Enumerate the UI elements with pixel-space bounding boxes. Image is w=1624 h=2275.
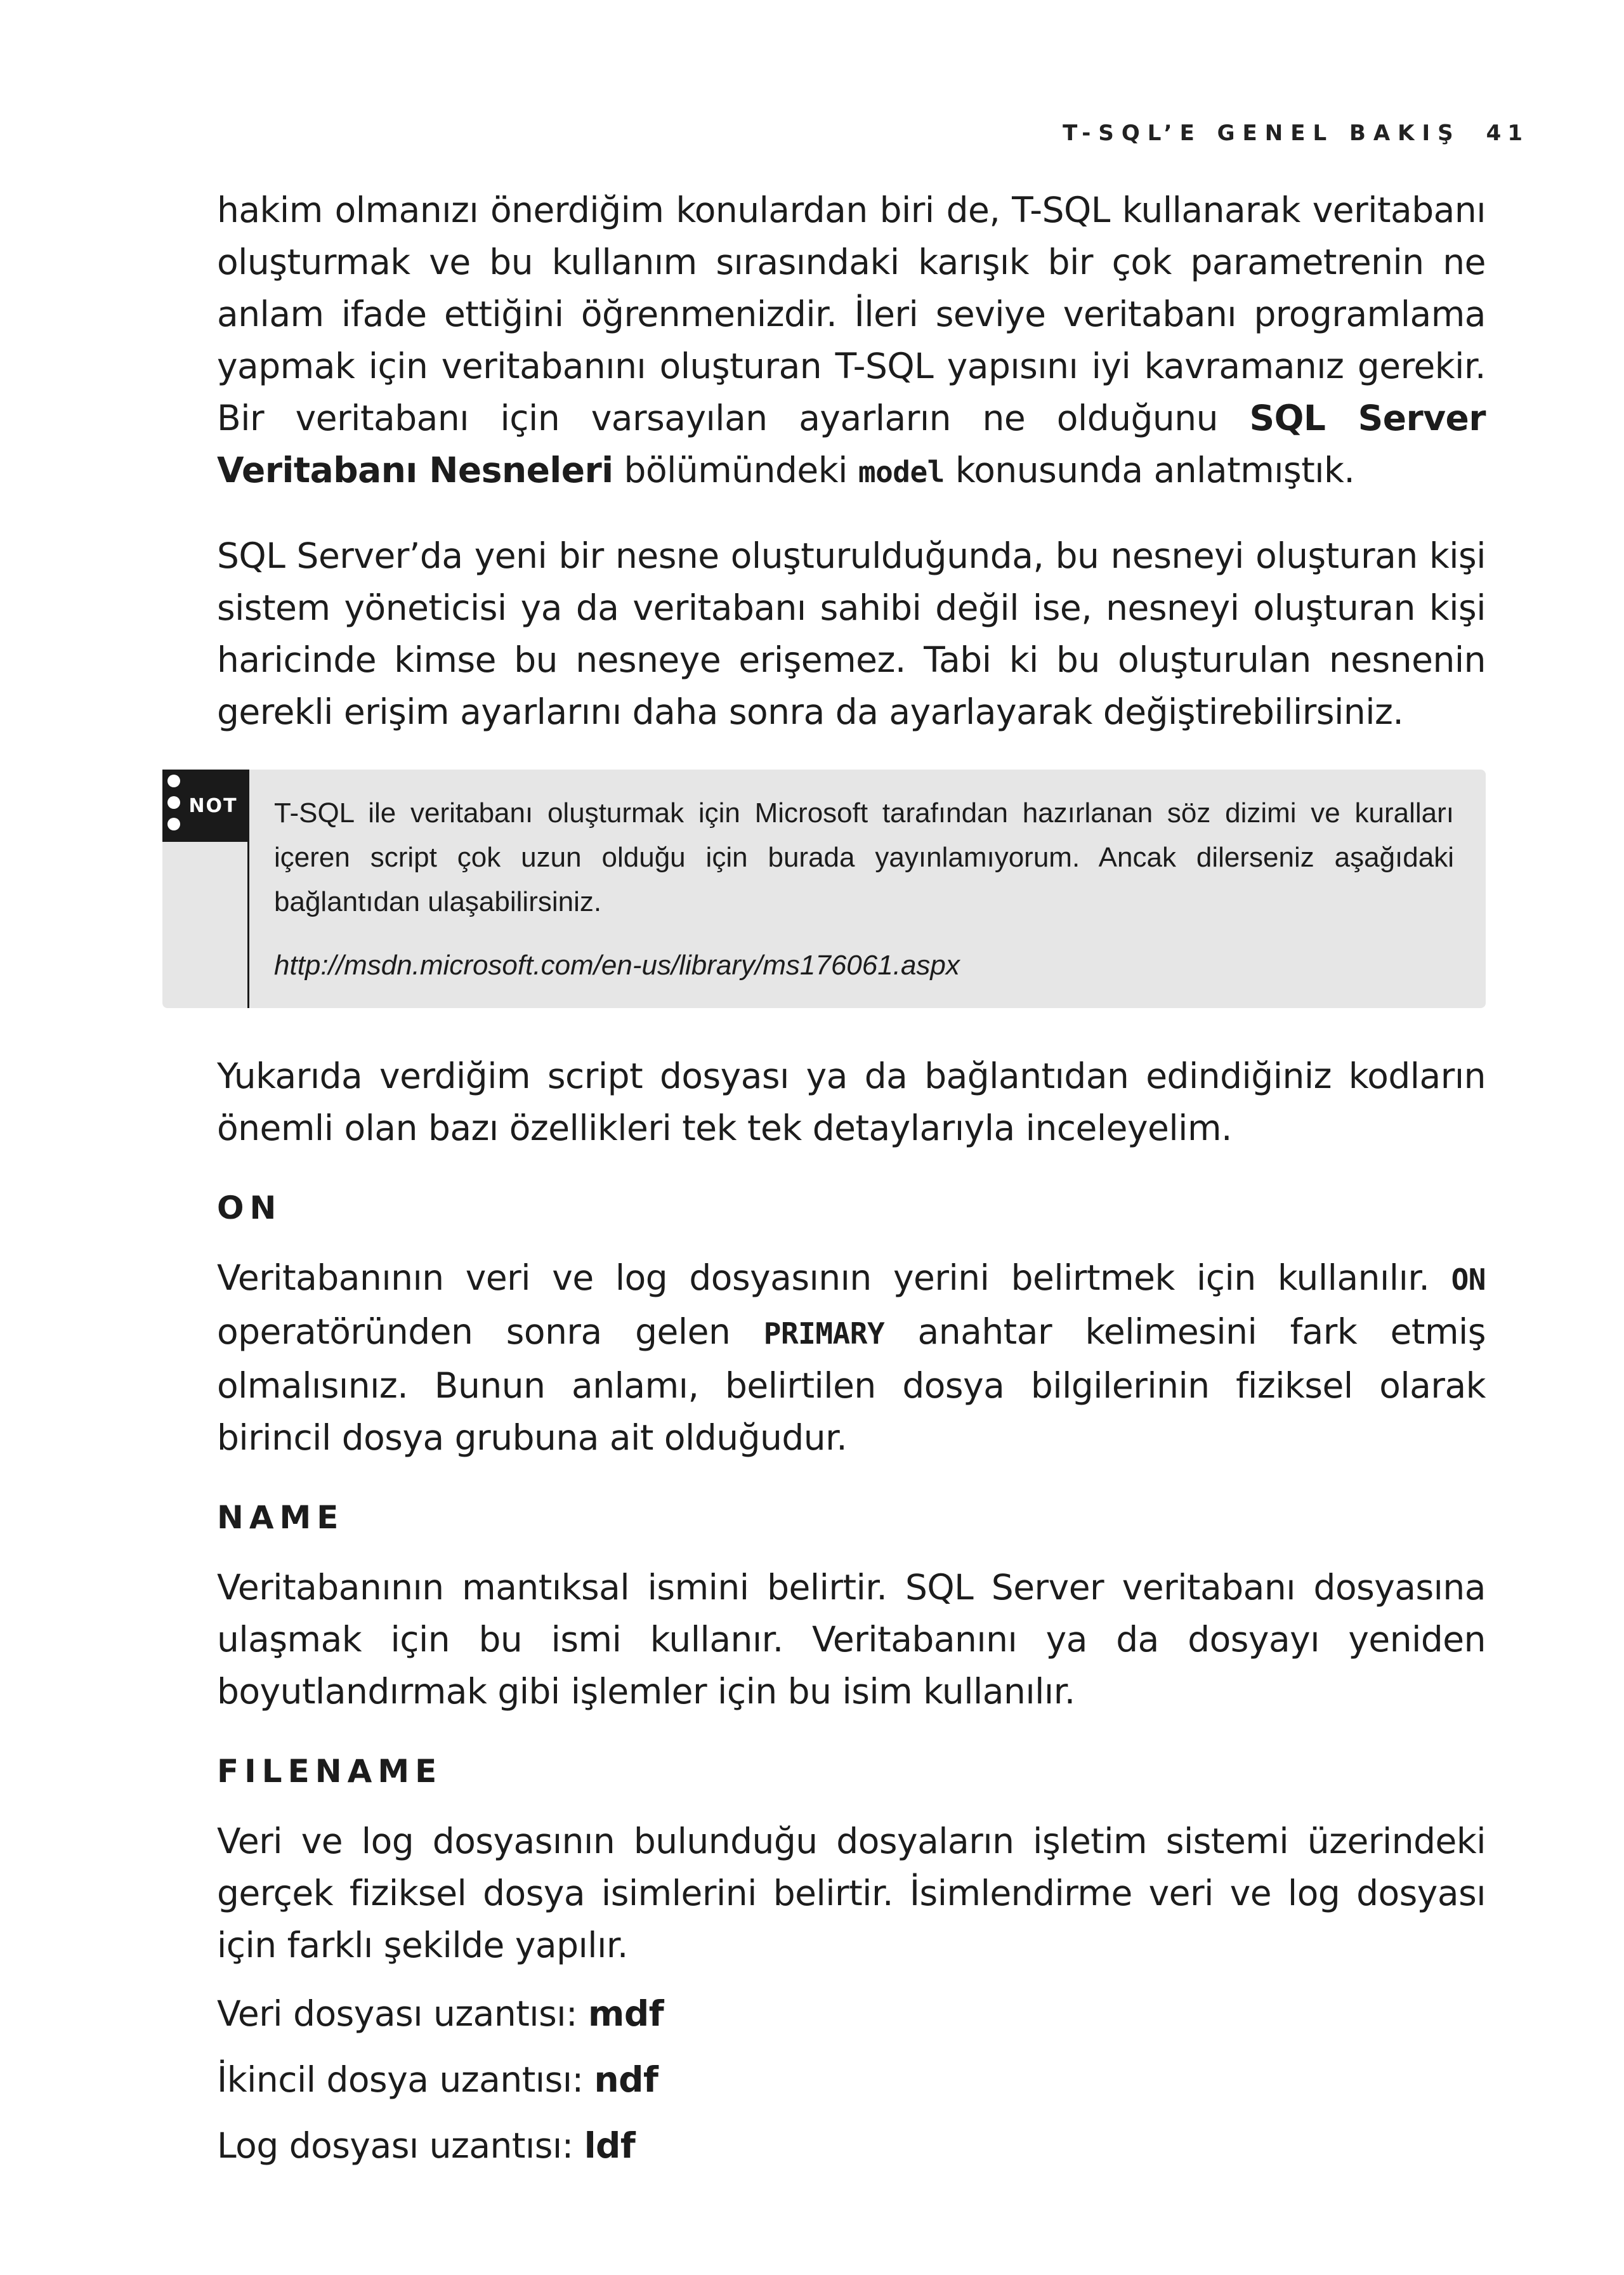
extension-label: İkincil dosya uzantısı: [217, 2059, 594, 2100]
heading-on: ON [217, 1190, 282, 1226]
paragraph-name: Veritabanının mantıksal ismini belirtir. SQL Server veritabanı dosyasına ulaşmak için bu ismi kullanır. Veritabanını ya da dosyayı yeniden boyutlandırmak gibi işlemler için bu isim kullanılır. [217, 1567, 1486, 1712]
heading-filename: FILENAME [217, 1753, 443, 1790]
extension-value: ldf [584, 2125, 636, 2166]
note-dots-icon [167, 775, 180, 830]
note-content [274, 791, 1454, 988]
paragraph-filename: Veri ve log dosyasının bulunduğu dosyaların işletim sistemi üzerindeki gerçek fiziksel dosya isimlerini belirtir. İsimlendirme veri ve log dosyası için farklı şekilde yapılır. [217, 1821, 1486, 1965]
extension-value: mdf [588, 1993, 664, 2034]
paragraph-intro-text-2: bölümündeki [613, 450, 858, 490]
note-badge-label: NOT [188, 794, 238, 817]
inline-code-on: ON [1451, 1262, 1486, 1297]
extension-label: Veri dosyası uzantısı: [217, 1993, 589, 2034]
paragraph-on [217, 1252, 1486, 1464]
paragraph-on-text-2: operatöründen sonra gelen [217, 1311, 764, 1352]
running-header-title: T-SQL’E GENEL BAKIŞ [1063, 121, 1461, 146]
note-divider [247, 770, 249, 1008]
note-link[interactable]: http://msdn.microsoft.com/en-us/library/ms176061.aspx [274, 950, 960, 981]
heading-name: NAME [217, 1499, 344, 1536]
paragraph-intro-text-3: konusunda anlatmıştık. [944, 450, 1355, 490]
page-number: 41 [1486, 121, 1529, 146]
section-reference: SQL Server Veritabanı Nesneleri [217, 398, 1486, 490]
note-box [162, 770, 1486, 1008]
extension-label: Log dosyası uzantısı: [217, 2125, 584, 2166]
paragraph-intro-text: hakim olmanızı önerdiğim konulardan biri de, T-SQL kullanarak veritabanı oluşturmak ve bu kullanım sırasındaki karışık bir çok parametrenin ne anlam ifade ettiğini öğrenmenizdir. İleri seviye veritabanı programlama yapmak için veritabanını oluşturan T-SQL yapısını iyi kavramanız gerekir. Bir veritabanı için varsayılan ayarların ne olduğunu [217, 190, 1486, 438]
extension-value: ndf [594, 2059, 658, 2100]
paragraph-on-text: Veritabanının veri ve log dosyasının yerini belirtmek için kullanılır. [217, 1257, 1451, 1298]
paragraph-permissions: SQL Server’da yeni bir nesne oluşturulduğunda, bu nesneyi oluşturan kişi sistem yöneticisi ya da veritabanı sahibi değil ise, nesneyi oluşturan kişi haricinde kimse bu nesneye erişemez. Tabi ki bu oluşturulan nesnenin gerekli erişim ayarlarını daha sonra da ayarlayarak değiştirebilirsiniz. [217, 535, 1486, 732]
extension-line-ldf [217, 2120, 1486, 2172]
note-badge [162, 770, 249, 842]
note-text: T-SQL ile veritabanı oluşturmak için Microsoft tarafından hazırlanan söz dizimi ve kuralları içeren script çok uzun olduğu için burada yayınlamıyorum. Ancak dilerseniz aşağıdaki bağlantıdan ulaşabilirsiniz. [274, 797, 1454, 917]
inline-code-model: model [858, 455, 945, 489]
paragraph-intro [217, 184, 1486, 498]
inline-code-primary: PRIMARY [763, 1316, 885, 1351]
extension-line-mdf [217, 1988, 1486, 2040]
extension-line-ndf [217, 2054, 1486, 2106]
page-body [188, 184, 1486, 2186]
paragraph-on-text-3: anahtar kelimesini fark etmiş olmalısınız. Bunun anlamı, belirtilen dosya bilgilerinin fiziksel olarak birincil dosya grubuna ait olduğudur. [217, 1311, 1486, 1458]
running-header [761, 114, 1529, 152]
paragraph-review: Yukarıda verdiğim script dosyası ya da bağlantıdan edindiğiniz kodların önemli olan bazı özellikleri tek tek detaylarıyla inceleyelim. [217, 1056, 1486, 1148]
